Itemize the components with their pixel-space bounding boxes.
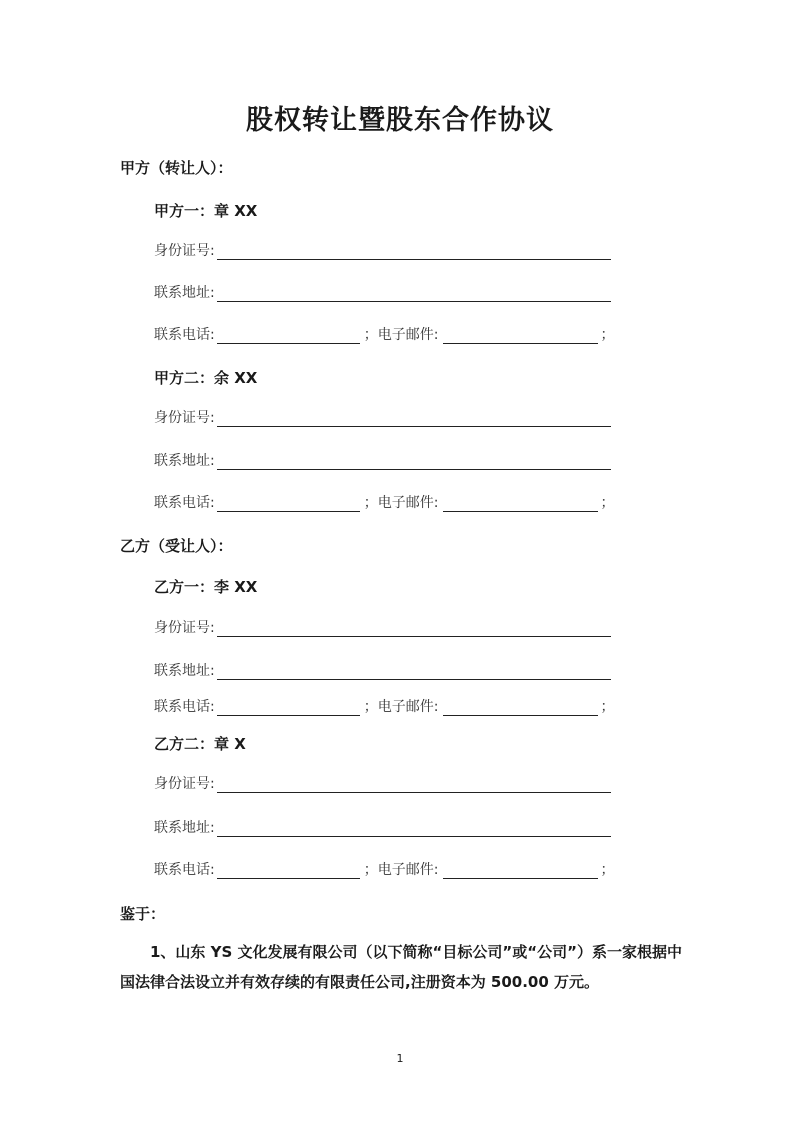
party-b-person-1-address-field <box>154 660 611 680</box>
id-number-label: 身份证号: <box>154 776 215 792</box>
phone-label: 联系电话: <box>154 862 215 878</box>
party-b-person-1-contact-field <box>154 696 614 716</box>
party-b-person-2-heading: 乙方二：章 X <box>154 735 246 753</box>
page-number: 1 <box>396 1052 404 1065</box>
party-a-heading: 甲方（转让人）： <box>120 159 233 177</box>
email-blank[interactable] <box>443 700 598 716</box>
phone-label: 联系电话: <box>154 699 215 715</box>
party-a-person-1-heading: 甲方一：章 XX <box>154 202 258 220</box>
document-title: 股权转让暨股东合作协议 <box>246 105 554 136</box>
end-mark: ； <box>600 699 615 715</box>
phone-blank[interactable] <box>217 496 360 512</box>
phone-label: 联系电话: <box>154 327 215 343</box>
address-blank[interactable] <box>217 664 611 680</box>
id-number-label: 身份证号: <box>154 620 215 636</box>
end-mark: ； <box>600 862 615 878</box>
address-blank[interactable] <box>217 821 611 837</box>
id-number-blank[interactable] <box>217 411 611 427</box>
party-a-person-2-contact-field <box>154 492 614 512</box>
whereas-heading: 鉴于： <box>120 905 166 923</box>
party-b-person-2-contact-field <box>154 859 614 879</box>
email-label: ；电子邮件: <box>363 862 439 878</box>
id-number-blank[interactable] <box>217 777 611 793</box>
email-blank[interactable] <box>443 328 598 344</box>
end-mark: ； <box>600 327 615 343</box>
party-a-person-2-address-field <box>154 450 611 470</box>
party-a-person-1-id-field <box>154 240 611 260</box>
whereas-paragraph-1 <box>120 937 690 997</box>
end-mark: ； <box>600 495 615 511</box>
address-blank[interactable] <box>217 286 611 302</box>
email-blank[interactable] <box>443 496 598 512</box>
party-a-person-1-address-field <box>154 282 611 302</box>
id-number-label: 身份证号: <box>154 410 215 426</box>
id-number-label: 身份证号: <box>154 243 215 259</box>
whereas-paragraph-1-text: 1、山东 YS 文化发展有限公司（以下简称“目标公司”或“公司”）系一家根据中国法律合法设立并有效存续的有限责任公司,注册资本为 500.00 万元。 <box>120 943 682 991</box>
email-label: ；电子邮件: <box>363 699 439 715</box>
address-label: 联系地址: <box>154 453 215 469</box>
id-number-blank[interactable] <box>217 621 611 637</box>
email-blank[interactable] <box>443 863 598 879</box>
party-b-person-1-id-field <box>154 617 611 637</box>
party-b-person-2-id-field <box>154 773 611 793</box>
party-b-person-1-heading: 乙方一：李 XX <box>154 578 258 596</box>
address-label: 联系地址: <box>154 820 215 836</box>
address-label: 联系地址: <box>154 285 215 301</box>
party-a-person-2-heading: 甲方二：余 XX <box>154 369 258 387</box>
phone-label: 联系电话: <box>154 495 215 511</box>
party-b-person-2-address-field <box>154 817 611 837</box>
email-label: ；电子邮件: <box>363 327 439 343</box>
phone-blank[interactable] <box>217 863 360 879</box>
party-a-person-1-contact-field <box>154 324 614 344</box>
email-label: ；电子邮件: <box>363 495 439 511</box>
phone-blank[interactable] <box>217 700 360 716</box>
address-label: 联系地址: <box>154 663 215 679</box>
party-b-heading: 乙方（受让人）： <box>120 537 233 555</box>
phone-blank[interactable] <box>217 328 360 344</box>
address-blank[interactable] <box>217 454 611 470</box>
party-a-person-2-id-field <box>154 407 611 427</box>
id-number-blank[interactable] <box>217 244 611 260</box>
